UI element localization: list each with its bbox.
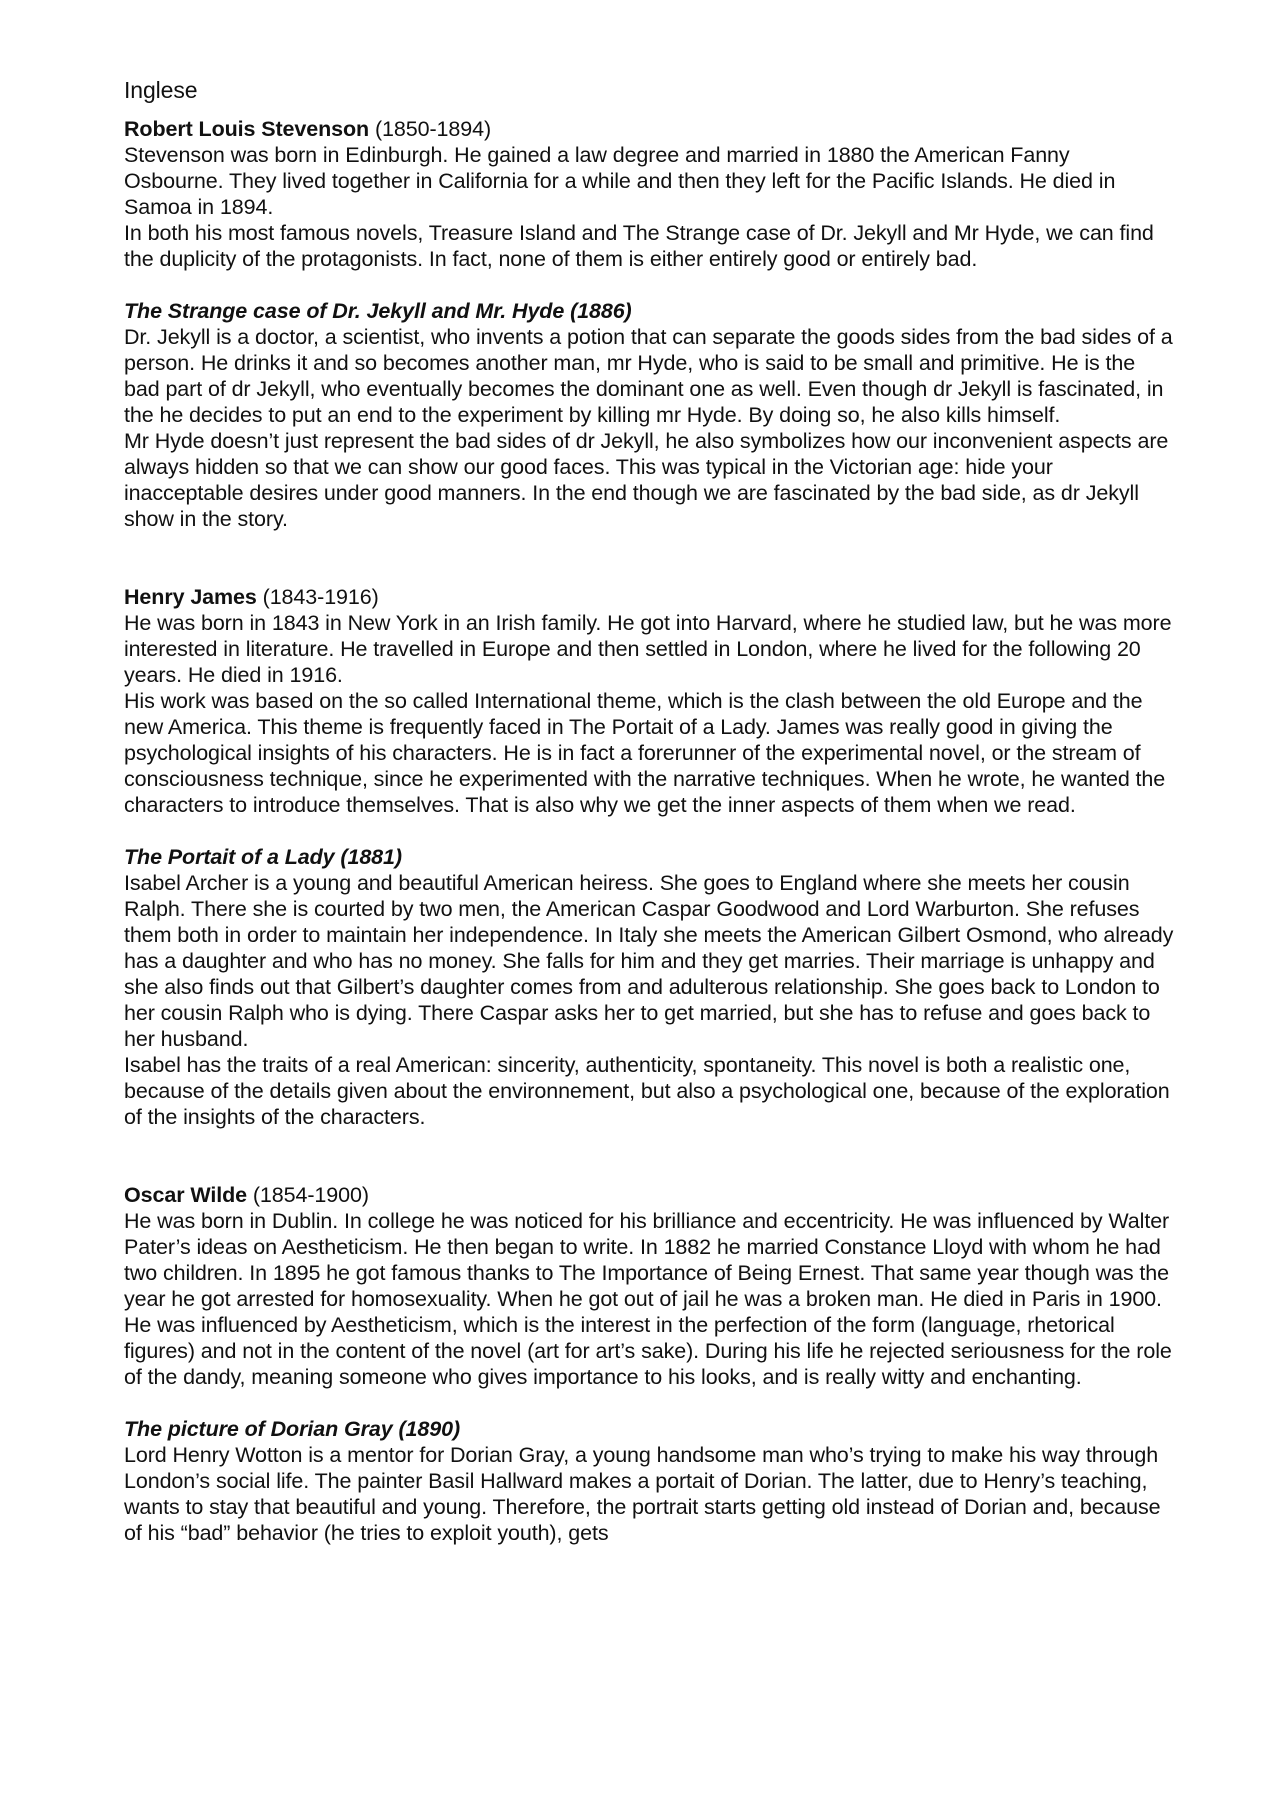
section-stevenson bbox=[124, 116, 1174, 532]
spacer bbox=[124, 818, 1174, 844]
author-dates: (1843-1916) bbox=[256, 585, 379, 609]
work-paragraph: Isabel Archer is a young and beautiful American heiress. She goes to England where she meets her cousin Ralph. There she is courted by two men, the American Caspar Goodwood and Lord Warburton. She refuses them both in order to maintain her independence. In Italy she meets the American Gilbert Osmond, who already has a daughter and who has no money. She falls for him and they get marries. Their marriage is unhappy and she also finds out that Gilbert’s daughter comes from and adulterous relationship. She goes back to London to her cousin Ralph who is dying. There Caspar asks her to get married, but she has to refuse and goes back to her husband. bbox=[124, 871, 1174, 1051]
bio-paragraph: He was born in 1843 in New York in an Irish family. He got into Harvard, where he studied law, but he was more interested in literature. He travelled in Europe and then settled in London, where he lived for the following 20 years. He died in 1916. bbox=[124, 611, 1172, 687]
author-heading bbox=[124, 116, 1174, 142]
bio-paragraph: Stevenson was born in Edinburgh. He gained a law degree and married in 1880 the American Fanny Osbourne. They lived together in California for a while and then they left for the Pacific Islands. He died in Samoa in 1894. bbox=[124, 143, 1116, 219]
section-oscar-wilde bbox=[124, 1182, 1174, 1546]
bio-paragraph: He was influenced by Aestheticism, which is the interest in the perfection of the form (language, rhetorical figures) and not in the content of the novel (art for art’s sake). During his life he rejected seriousness for the role of the dandy, meaning someone who gives importance to his looks, and is really witty and enchanting. bbox=[124, 1313, 1172, 1389]
document-page bbox=[124, 76, 1174, 1546]
author-name: Henry James bbox=[124, 585, 257, 609]
author-dates: (1854-1900) bbox=[246, 1183, 369, 1207]
author-name: Robert Louis Stevenson bbox=[124, 117, 370, 141]
spacer bbox=[124, 1390, 1174, 1416]
spacer bbox=[124, 272, 1174, 298]
work-title: The picture of Dorian Gray (1890) bbox=[124, 1417, 461, 1441]
author-heading bbox=[124, 584, 1174, 610]
bio-paragraph: His work was based on the so called International theme, which is the clash between the old Europe and the new America. This theme is frequently faced in The Portait of a Lady. James was really good in giving the psychological insights of his characters. He is in fact a forerunner of the experimental novel, or the stream of consciousness technique, since he experimented with the narrative techniques. When he wrote, he wanted the characters to introduce themselves. That is also why we get the inner aspects of them when we read. bbox=[124, 689, 1166, 817]
author-heading bbox=[124, 1182, 1174, 1208]
work-paragraph: Lord Henry Wotton is a mentor for Dorian Gray, a young handsome man who’s trying to make his way through London’s social life. The painter Basil Hallward makes a portait of Dorian. The latter, due to Henry’s teaching, wants to stay that beautiful and young. Therefore, the portrait starts getting old instead of Dorian and, because of his “bad” behavior (he tries to exploit youth), gets bbox=[124, 1443, 1161, 1545]
bio-paragraph: In both his most famous novels, Treasure Island and The Strange case of Dr. Jekyll and Mr Hyde, we can find the duplicity of the protagonists. In fact, none of them is either entirely good or entirely bad. bbox=[124, 221, 1154, 271]
work-title: The Strange case of Dr. Jekyll and Mr. Hyde (1886) bbox=[124, 299, 632, 323]
spacer bbox=[124, 1130, 1174, 1182]
spacer bbox=[124, 532, 1174, 584]
work-paragraph: Dr. Jekyll is a doctor, a scientist, who invents a potion that can separate the goods sides from the bad sides of a person. He drinks it and so becomes another man, mr Hyde, who is said to be small and primitive. He is the bad part of dr Jekyll, who eventually becomes the dominant one as well. Even though dr Jekyll is fascinated, in the he decides to put an end to the experiment by killing mr Hyde. By doing so, he also kills himself. bbox=[124, 325, 1173, 427]
work-paragraph: Mr Hyde doesn’t just represent the bad sides of dr Jekyll, he also symbolizes how our inconvenient aspects are always hidden so that we can show our good faces. This was typical in the Victorian age: hide your inacceptable desires under good manners. In the end though we are fascinated by the bad side, as dr Jekyll show in the story. bbox=[124, 429, 1169, 531]
author-dates: (1850-1894) bbox=[369, 117, 492, 141]
document-title: Inglese bbox=[124, 77, 198, 103]
author-name: Oscar Wilde bbox=[124, 1183, 247, 1207]
work-paragraph: Isabel has the traits of a real American: sincerity, authenticity, spontaneity. This novel is both a realistic one, because of the details given about the environnement, but also a psychological one, because of the exploration of the insights of the characters. bbox=[124, 1053, 1170, 1129]
section-henry-james bbox=[124, 584, 1174, 1130]
bio-paragraph: He was born in Dublin. In college he was noticed for his brilliance and eccentricity. He was influenced by Walter Pater’s ideas on Aestheticism. He then began to write. In 1882 he married Constance Lloyd with whom he had two children. In 1895 he got famous thanks to The Importance of Being Ernest. That same year though was the year he got arrested for homosexuality. When he got out of jail he was a broken man. He died in Paris in 1900. bbox=[124, 1209, 1170, 1311]
work-title: The Portait of a Lady (1881) bbox=[124, 845, 402, 869]
